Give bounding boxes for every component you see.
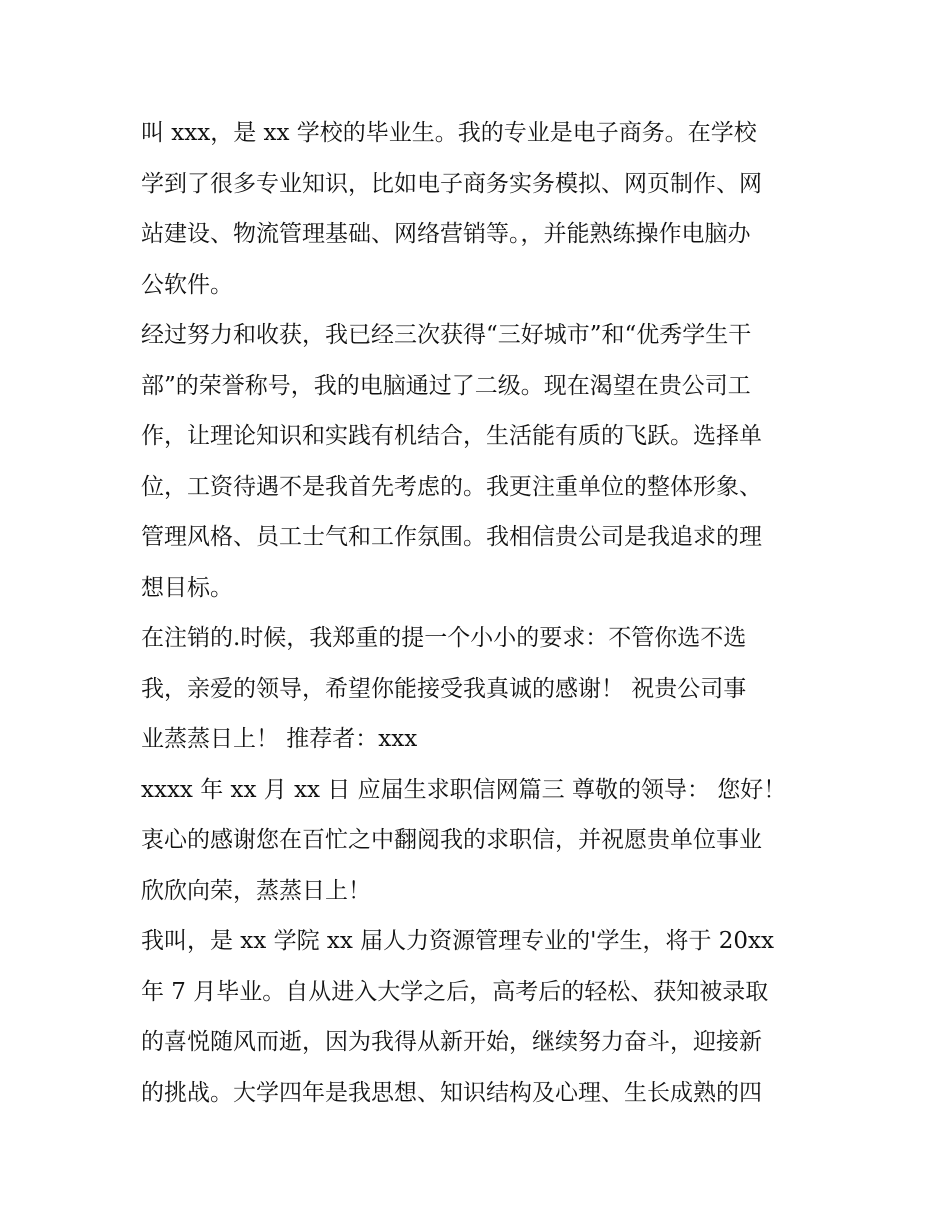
text-line-18: 年 7 月毕业。自从进入大学之后，高考后的轻松、获知被录取 bbox=[141, 978, 769, 1005]
text-line-16: 欣欣向荣，蒸蒸日上！ bbox=[141, 877, 371, 904]
text-line-9: 管理风格、员工士气和工作氛围。我相信贵公司是我追求的理 bbox=[141, 524, 762, 550]
text-line-14: xxxx 年 xx 月 xx 日 应届生求职信网篇三 尊敬的领导： 您好！ bbox=[141, 776, 787, 803]
text-line-3: 站建设、物流管理基础、网络营销等。，并能熟练操作电脑办 bbox=[141, 221, 751, 247]
text-line-8: 位，工资待遇不是我首先考虑的。我更注重单位的整体形象、 bbox=[141, 473, 762, 500]
text-line-1: 叫 xxx，是 xx 学校的毕业生。我的专业是电子商务。在学校 bbox=[141, 120, 757, 146]
text-line-15: 衷心的感谢您在百忙之中翻阅我的求职信，并祝愿贵单位事业 bbox=[141, 827, 762, 853]
text-line-10: 想目标。 bbox=[141, 574, 233, 601]
text-line-6: 部”的荣誉称号，我的电脑通过了二级。现在渴望在贵公司工 bbox=[141, 372, 751, 399]
text-line-20: 的挑战。大学四年是我思想、知识结构及心理、生长成熟的四 bbox=[141, 1079, 762, 1106]
text-line-5: 经过努力和收获，我已经三次获得“三好城市”和“优秀学生干 bbox=[141, 322, 752, 348]
text-line-4: 公软件。 bbox=[141, 271, 233, 298]
text-line-12: 我，亲爱的领导，希望你能接受我真诚的感谢！ 祝贵公司事 bbox=[141, 675, 747, 702]
text-line-11: 在注销的.时候，我郑重的提一个小小的要求：不管你选不选 bbox=[141, 625, 747, 651]
text-line-17: 我叫，是 xx 学院 xx 届人力资源管理专业的'学生，将于 20xx bbox=[141, 928, 774, 954]
letter-body bbox=[141, 108, 821, 1118]
text-line-2: 学到了很多专业知识，比如电子商务实务模拟、网页制作、网 bbox=[141, 170, 762, 197]
text-line-19: 的喜悦随风而逝，因为我得从新开始，继续努力奋斗，迎接新 bbox=[141, 1029, 762, 1055]
text-line-13: 业蒸蒸日上！ 推荐者：xxx bbox=[141, 726, 418, 752]
text-line-7: 作，让理论知识和实践有机结合，生活能有质的飞跃。选择单 bbox=[141, 423, 762, 449]
